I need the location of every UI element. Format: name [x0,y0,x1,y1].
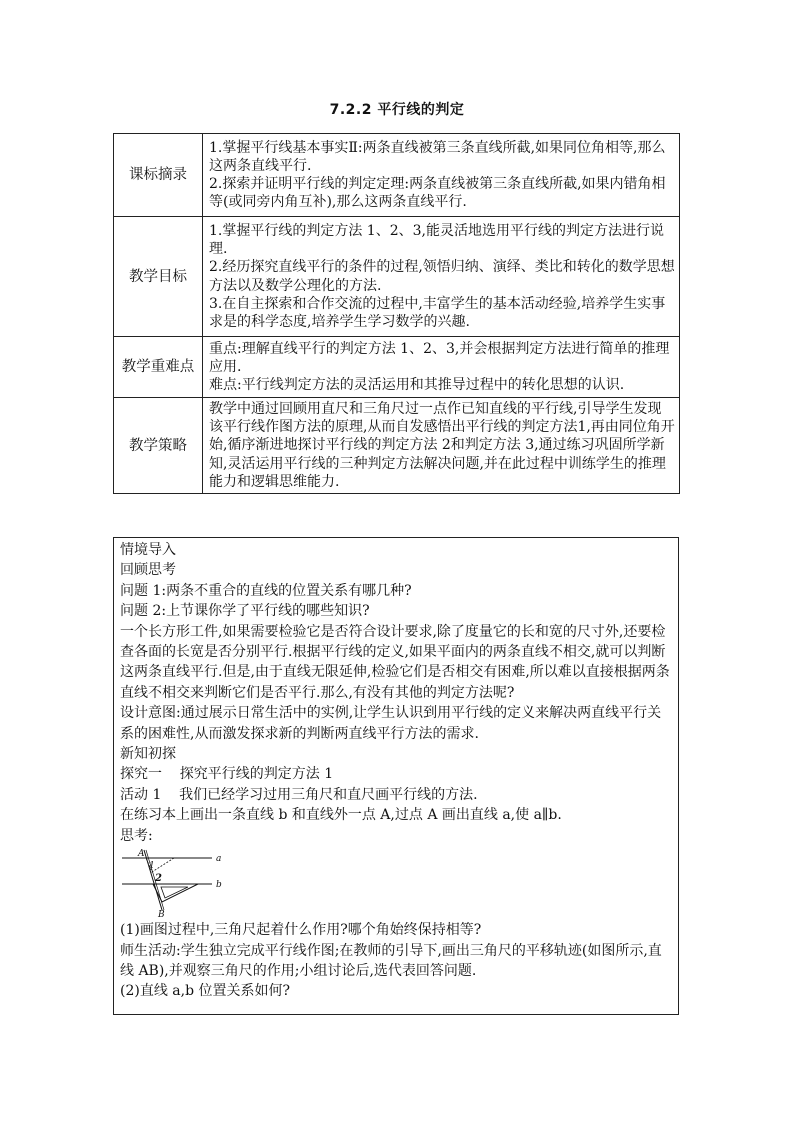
table-row [114,217,680,337]
content-line: 2.经历探究直线平行的条件的过程,领悟归纳、演绎、类比和转化的数学思想方法以及数学公理化的方法. [209,259,675,294]
label-a: a [216,854,222,865]
set-square-lower-inner [161,887,188,898]
label-A: A [138,849,145,860]
instruction: 在练习本上画出一条直线 b 和直线外一点 A,过点 A 画出直线 a,使 a∥b. [120,807,562,824]
row-content-objectives [203,217,680,337]
row-label-curriculum: 课标摘录 [114,134,203,217]
row-label-objectives: 教学目标 [114,217,203,337]
content-line: 2.探索并证明平行线的判定定理:两条直线被第三条直线所截,如果内错角相等(或同旁内角互补),那么这两条直线平行. [209,176,666,211]
think-label: 思考: [120,827,153,844]
paragraph: 一个长方形工件,如果需要检验它是否符合设计要求,除了度量它的长和宽的尺寸外,还要检查各面的长宽是否分别平行.根据平行线的定义,如果平面内的两条直线不相交,就可以判断这两条直线平行.但是,由于直线无限延伸,检验它们是否相交有困难,所以难以直接根据两条直线不相交来判断它们是否平行.那么,有没有其他的判定方法呢? [120,623,670,701]
content-line: 3.在自主探索和合作交流的过程中,丰富学生的基本活动经验,培养学生实事求是的科学态度,培养学生学习数学的兴趣. [209,295,666,330]
parallel-line-figure [122,848,232,918]
lesson-overview-table [113,133,680,494]
label-angle2: 2 [155,873,162,885]
row-content-curriculum [203,134,680,217]
table-row [114,398,680,494]
teaching-process-box [113,537,679,1015]
label-angle1: 1 [149,861,155,872]
content-line: 教学中通过回顾用直尺和三角尺过一点作已知直线的平行线,引导学生发现该平行线作图方法的原理,从而自发感悟出平行线的判定方法1,再由同位角开始,循序渐进地探讨平行线的判定方法 2和判定方法 3,通过练习巩固所学新知,灵活运用平行线的三种判定方法解决问题,并在此过程中训练学生的推理能力和逻辑思维能力. [209,400,675,490]
page-title: 7.2.2 平行线的判定 [329,102,465,118]
label-B: B [158,910,165,919]
activity-title: 活动 1 我们已经学习过用三角尺和直尺画平行线的方法. [120,786,478,803]
table-row [114,337,680,398]
teacher-student-activity: 师生活动:学生独立完成平行线作图;在教师的引导下,画出三角尺的平移轨迹(如图所示,直线 AB),并观察三角尺的作用;小组讨论后,选代表回答问题. [120,942,662,979]
label-b: b [216,880,222,891]
section-heading: 情境导入 [120,542,176,558]
exploration-title: 探究一 探究平行线的判定方法 1 [120,766,334,783]
question: (2)直线 a,b 位置关系如何? [120,983,290,1000]
subheading: 回顾思考 [120,562,176,579]
design-intent: 设计意图:通过展示日常生活中的实例,让学生认识到用平行线的定义来解决两直线平行关系的困难性,从而激发探求新的判断两直线平行方法的需求. [120,705,662,742]
content-line: 1.掌握平行线基本事实Ⅱ:两条直线被第三条直线所截,如果同位角相等,那么这两条直线平行. [209,139,666,174]
section-heading: 新知初探 [120,746,176,763]
row-label-key-points: 教学重难点 [114,337,203,398]
question: 问题 1:两条不重合的直线的位置关系有哪几种? [120,582,412,599]
content-line: 1.掌握平行线的判定方法 1、2、3,能灵活地选用平行线的判定方法进行说理. [209,222,664,258]
row-content-key-points [203,337,680,398]
question: (1)画图过程中,三角尺起着什么作用?哪个角始终保持相等? [120,922,482,939]
row-content-strategy [203,398,680,494]
table-row [114,134,680,217]
row-label-strategy: 教学策略 [114,398,203,494]
content-line: 重点:理解直线平行的判定方法 1、2、3,并会根据判定方法进行简单的推理应用. [209,340,670,375]
question: 问题 2:上节课你学了平行线的哪些知识? [120,603,370,620]
content-line: 难点:平行线判定方法的灵活运用和其推导过程中的转化思想的认识. [209,377,625,394]
